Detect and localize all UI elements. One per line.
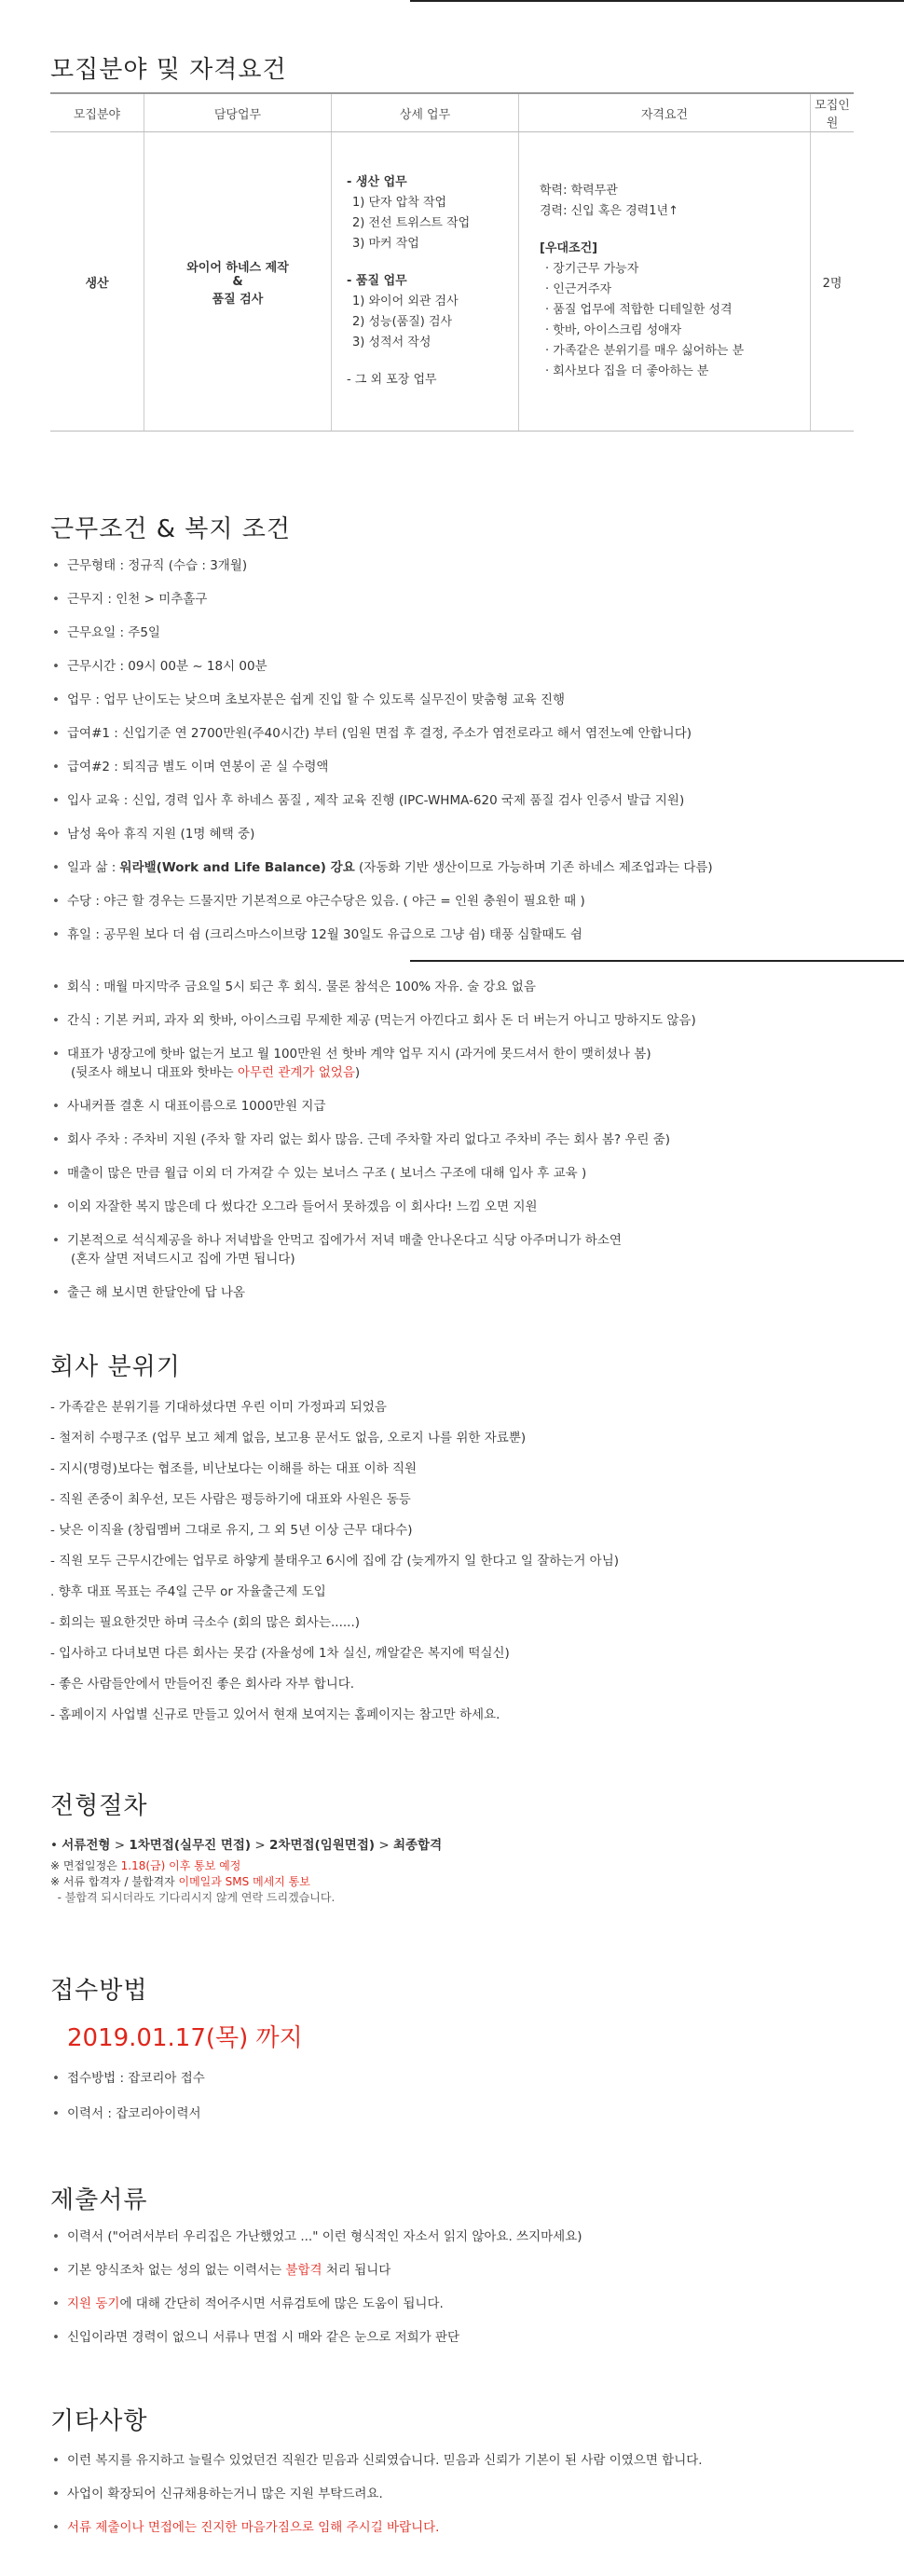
- ceo-red-text: 아무런 관계가 없었음: [237, 1065, 355, 1080]
- doc-red: 불합격: [285, 2263, 322, 2278]
- step-arrow: >: [375, 1838, 393, 1853]
- section-title-atmosphere: 회사 분위기: [50, 1353, 181, 1381]
- list-item: • 남성 육아 휴직 지원 (1명 혜택 중): [50, 825, 713, 843]
- overlay-divider: [410, 960, 904, 962]
- conditions-list: [50, 556, 713, 959]
- list-item: • 접수방법 : 잡코리아 접수: [50, 2069, 205, 2088]
- table-header: 자격요건: [519, 93, 811, 132]
- list-item: [50, 2295, 582, 2313]
- qualification-cell: [519, 132, 811, 432]
- table-header: 담당업무: [144, 93, 332, 132]
- table-row: [50, 132, 854, 432]
- apply-list: [50, 2069, 205, 2138]
- note-red: 이메일과 SMS 메세지 통보: [178, 1875, 310, 1888]
- list-item: • 이런 복지를 유지하고 늘릴수 있었던건 직원간 믿음과 신뢰였습니다. 믿음과 신뢰가 기본이 된 사람 이였으면 합니다.: [50, 2451, 703, 2470]
- list-item: . 향후 대표 목표는 주4일 근무 or 자율출근제 도입: [50, 1584, 326, 1599]
- ceo-line: • 대표가 냉장고에 핫바 없는거 보고 월 100만원 선 핫바 계약 업무 지시 (과거에 못드셔서 한이 맺히셨나 봄): [67, 1047, 651, 1062]
- top-divider: [410, 0, 904, 2]
- detail-line: 2) 전선 트위스트 작업: [352, 216, 471, 230]
- detail-line: - 품질 업무: [347, 274, 407, 288]
- step-3: 2차면접(임원면접): [269, 1838, 376, 1853]
- list-item: • 이력서 : 잡코리아이력서: [50, 2104, 205, 2123]
- section-title-apply: 접수방법: [50, 1977, 148, 2005]
- duty-line: 와이어 하네스 제작: [186, 260, 289, 275]
- documents-list: [50, 2227, 582, 2362]
- doc-prefix: 기본 양식조차 없는 성의 없는 이력서는: [67, 2263, 286, 2278]
- list-item: - 직원 존중이 최우선, 모든 사람은 평등하기에 대표와 사원은 동등: [50, 1492, 411, 1507]
- qual-line: · 장기근무 가능자: [545, 262, 639, 276]
- list-item: • 사내커플 결혼 시 대표이름으로 1000만원 지급: [50, 1097, 696, 1116]
- meal-line: (혼자 살면 저녁드시고 집에 가면 됩니다): [71, 1252, 295, 1267]
- wlb-bold: 워라밸(Work and Life Balance) 강요: [119, 860, 355, 875]
- section-title-process: 전형절차: [50, 1792, 148, 1820]
- step-1: 서류전형: [62, 1838, 111, 1853]
- list-item: • 근무시간 : 09시 00분 ~ 18시 00분: [50, 657, 713, 676]
- qual-line: · 회사보다 집을 더 좋아하는 분: [545, 364, 709, 378]
- list-item: [50, 2261, 582, 2280]
- detail-line: 3) 마커 작업: [352, 237, 419, 251]
- count-cell: 2명: [811, 132, 855, 432]
- detail-line: 1) 단자 압착 작업: [352, 196, 447, 210]
- detail-line: 2) 성능(품질) 검사: [352, 315, 453, 329]
- duty-line: 품질 검사: [212, 292, 264, 307]
- atmosphere-list: [50, 1398, 619, 1736]
- qual-line: [우대조건]: [540, 241, 598, 255]
- table-header: 모집인원: [811, 93, 855, 132]
- note-suffix: 이후 통보 예정: [165, 1859, 241, 1872]
- deadline: 2019.01.17(목) 까지: [67, 2024, 303, 2052]
- doc-suffix: 에 대해 간단히 적어주시면 서류검토에 많은 도움이 됩니다.: [119, 2296, 444, 2311]
- list-item: • 출근 해 보시면 한달안에 답 나옴: [50, 1283, 696, 1302]
- list-item: • 신입이라면 경력이 없으니 서류나 면접 시 매와 같은 눈으로 저희가 판단: [50, 2328, 582, 2347]
- ceo-line: [67, 1063, 696, 1082]
- list-item: - 지시(명령)보다는 협조를, 비난보다는 이해를 하는 대표 이하 직원: [50, 1461, 418, 1476]
- list-item: - 회의는 필요한것만 하며 극소수 (회의 많은 회사는......): [50, 1615, 361, 1630]
- etc-list: [50, 2451, 703, 2552]
- table-header: 상세 업무: [332, 93, 519, 132]
- list-item-meal: [50, 1231, 696, 1268]
- detail-line: 1) 와이어 외관 검사: [352, 295, 459, 308]
- table-header-row: [50, 93, 854, 132]
- detail-line: 3) 성적서 작성: [352, 336, 431, 349]
- note-red: 1.18(금): [120, 1859, 166, 1872]
- list-item-wlb: [50, 858, 713, 877]
- list-item: • 근무형태 : 정규직 (수습 : 3개월): [50, 556, 713, 575]
- note-prefix: ※ 서류 합격자 / 불합격자: [50, 1875, 179, 1888]
- conditions-list-2: [50, 978, 696, 1317]
- requirements-table: [50, 92, 854, 432]
- process-steps: • 서류전형 > 1차면접(실무진 면접) > 2차면접(임원면접) > 최종합격: [50, 1838, 443, 1853]
- step-arrow: >: [251, 1838, 270, 1853]
- note-prefix: ※ 면접일정은: [50, 1859, 121, 1872]
- list-item: • 사업이 확장되어 신규채용하는거니 많은 지원 부탁드려요.: [50, 2485, 703, 2503]
- section-title-etc: 기타사항: [50, 2407, 148, 2435]
- ceo-prefix: (뒷조사 해보니 대표와 핫바는: [71, 1065, 238, 1080]
- section-title-conditions: 근무조건 & 복지 조건: [50, 515, 291, 543]
- list-item: • 수당 : 야근 할 경우는 드물지만 기본적으로 야근수당은 있음. ( 야근 = 인원 충원이 필요한 때 ): [50, 892, 713, 911]
- duty-cell: [144, 132, 332, 432]
- process-note-3: - 불합격 되시더라도 기다리시지 않게 연락 드리겠습니다.: [50, 1891, 336, 1904]
- section-title-documents: 제출서류: [50, 2186, 148, 2214]
- list-item: • 이력서 ("어려서부터 우리집은 가난했었고 ..." 이런 형식적인 자소서 읽지 않아요. 쓰지마세요): [50, 2227, 582, 2246]
- process-block: [50, 1836, 442, 1906]
- list-item: - 낮은 이직율 (창립멤버 그대로 유지, 그 외 5년 이상 근무 대다수): [50, 1523, 413, 1538]
- step-arrow: >: [110, 1838, 130, 1853]
- detail-line: - 생산 업무: [347, 175, 407, 189]
- doc-red: 지원 동기: [67, 2296, 120, 2311]
- list-item-ceo: [50, 1045, 696, 1082]
- qual-line: · 핫바, 아이스크림 성애자: [545, 323, 682, 337]
- list-item: • 간식 : 기본 커피, 과자 외 핫바, 아이스크림 무제한 제공 (먹는거 아낀다고 회사 돈 더 버는거 아니고 망하지도 않음): [50, 1011, 696, 1030]
- list-item: • 서류 제출이나 면접에는 진지한 마음가짐으로 임해 주시길 바랍니다.: [50, 2518, 703, 2537]
- list-item: • 회식 : 매월 마지막주 금요일 5시 퇴근 후 회식. 물론 참석은 100% 자유. 술 강요 없음: [50, 978, 696, 996]
- list-item: - 좋은 사람들안에서 만들어진 좋은 회사라 자부 합니다.: [50, 1677, 355, 1692]
- list-item: - 직원 모두 근무시간에는 업무로 하얗게 불태우고 6시에 집에 감 (늦게까지 일 한다고 일 잘하는거 아님): [50, 1554, 620, 1569]
- list-item: • 급여#2 : 퇴직금 별도 이며 연봉이 곧 실 수령액: [50, 758, 713, 776]
- wlb-suffix: (자동화 기반 생산이므로 가능하며 기존 하네스 제조업과는 다름): [354, 860, 713, 875]
- qual-line: · 가족같은 분위기를 매우 싫어하는 분: [545, 344, 745, 358]
- list-item: - 홈페이지 사업별 신규로 만들고 있어서 현재 보여지는 홈페이지는 참고만 하세요.: [50, 1707, 500, 1722]
- list-item: • 이외 자잘한 복지 많은데 다 썼다간 오그라 들어서 못하겠음 이 회사다! 느낌 오면 지원: [50, 1198, 696, 1216]
- qual-line: · 인근거주자: [545, 282, 612, 296]
- qual-line: · 품질 업무에 적합한 디테일한 성격: [545, 303, 733, 317]
- meal-line: • 기본적으로 석식제공을 하나 저녁밥을 안먹고 집에가서 저녁 매출 안나온다고 식당 아주머니가 하소연: [67, 1233, 622, 1248]
- process-note-2: [50, 1874, 442, 1890]
- list-item: • 근무요일 : 주5일: [50, 623, 713, 642]
- list-item: • 회사 주차 : 주차비 지원 (주차 할 자리 없는 회사 많음. 근데 주차할 자리 없다고 주차비 주는 회사 봄? 우린 줌): [50, 1130, 696, 1149]
- list-item: • 근무지 : 인천 > 미추홀구: [50, 590, 713, 609]
- process-note-1: [50, 1858, 442, 1874]
- qual-line: 경력: 신입 혹은 경력1년↑: [540, 204, 678, 218]
- duty-line: &: [232, 274, 243, 289]
- step-4: 최종합격: [392, 1838, 443, 1853]
- ceo-suffix: ): [354, 1065, 361, 1080]
- wlb-prefix: 일과 삶 :: [67, 860, 120, 875]
- list-item: - 가족같은 분위기를 기대하셨다면 우린 이미 가정파괴 되었음: [50, 1400, 387, 1415]
- field-cell: 생산: [50, 132, 144, 432]
- section-title-requirements: 모집분야 및 자격요건: [50, 56, 287, 84]
- table-header: 모집분야: [50, 93, 144, 132]
- list-item: • 매출이 많은 만큼 월급 이외 더 가져갈 수 있는 보너스 구조 ( 보너스 구조에 대해 입사 후 교육 ): [50, 1164, 696, 1183]
- qual-line: 학력: 학력무관: [540, 184, 618, 198]
- list-item: - 입사하고 다녀보면 다른 회사는 못감 (자율성에 1차 실신, 깨알같은 복지에 떡실신): [50, 1646, 510, 1661]
- list-item: • 급여#1 : 신입기준 연 2700만원(주40시간) 부터 (임원 면접 후 결정, 주소가 염전로라고 해서 염전노예 안합니다): [50, 724, 713, 743]
- list-item: • 업무 : 업무 난이도는 낮으며 초보자분은 쉽게 진입 할 수 있도록 실무진이 맞춤형 교육 진행: [50, 691, 713, 709]
- list-item: • 휴일 : 공무원 보다 더 쉼 (크리스마스이브랑 12월 30일도 유급으로 그냥 쉼) 태풍 심할때도 쉼: [50, 925, 713, 944]
- step-2: 1차면접(실무진 면접): [129, 1838, 252, 1853]
- detail-line: - 그 외 포장 업무: [347, 373, 437, 387]
- list-item: • 입사 교육 : 신입, 경력 입사 후 하네스 품질 , 제작 교육 진행 (IPC-WHMA-620 국제 품질 검사 인증서 발급 지원): [50, 791, 713, 810]
- doc-suffix: 처리 됩니다: [322, 2263, 391, 2278]
- list-item: - 철저히 수평구조 (업무 보고 체계 없음, 보고용 문서도 없음, 오로지 나를 위한 자료뿐): [50, 1431, 527, 1446]
- detail-cell: [332, 132, 519, 432]
